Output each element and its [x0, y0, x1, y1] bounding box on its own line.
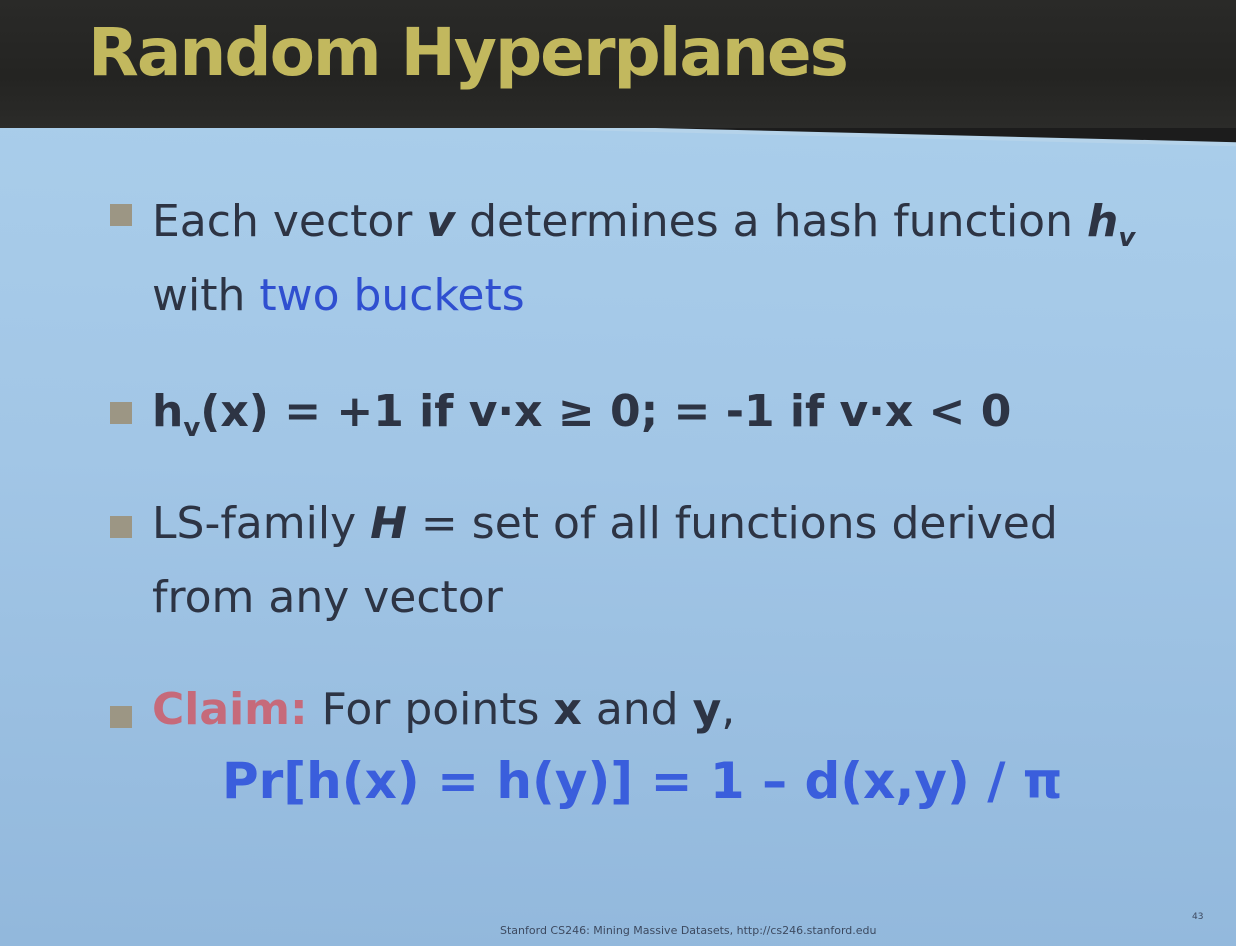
- bullet-4-line-1: Claim: For points x and y,: [152, 684, 736, 735]
- bullet-marker: [110, 402, 132, 424]
- bullet-1-line-2: with two buckets: [152, 270, 525, 321]
- bullet-marker: [110, 516, 132, 538]
- bullet-2-line-1: $h_v(x) = +1$ if v·x ≥ 0; = -1 if v·x < 0: [152, 386, 1012, 443]
- bullet-marker: [110, 204, 132, 226]
- claim-formula: Pr[h(x) = h(y)] = 1 – d(x,y) / π: [222, 752, 1063, 810]
- bullet-marker: [110, 706, 132, 728]
- two-buckets-highlight: two buckets: [259, 270, 525, 321]
- vector-v: v: [426, 196, 456, 247]
- bullet-3-line-2: from any vector: [152, 572, 503, 623]
- bullet-1-line-1: Each vector v determines a hash function $h_v$: [152, 196, 1136, 253]
- hash-subscript: v: [1118, 222, 1136, 253]
- bullet-3-line-1: LS-family H = set of all functions derived: [152, 498, 1058, 549]
- page-number: 43: [1192, 912, 1204, 922]
- family-H: H: [370, 498, 407, 549]
- slide-title: Random Hyperplanes: [88, 14, 847, 91]
- claim-label: Claim:: [152, 684, 308, 735]
- slide-footer: Stanford CS246: Mining Massive Datasets, http://cs246.stanford.edu: [500, 924, 877, 937]
- hash-h: h: [1086, 196, 1119, 247]
